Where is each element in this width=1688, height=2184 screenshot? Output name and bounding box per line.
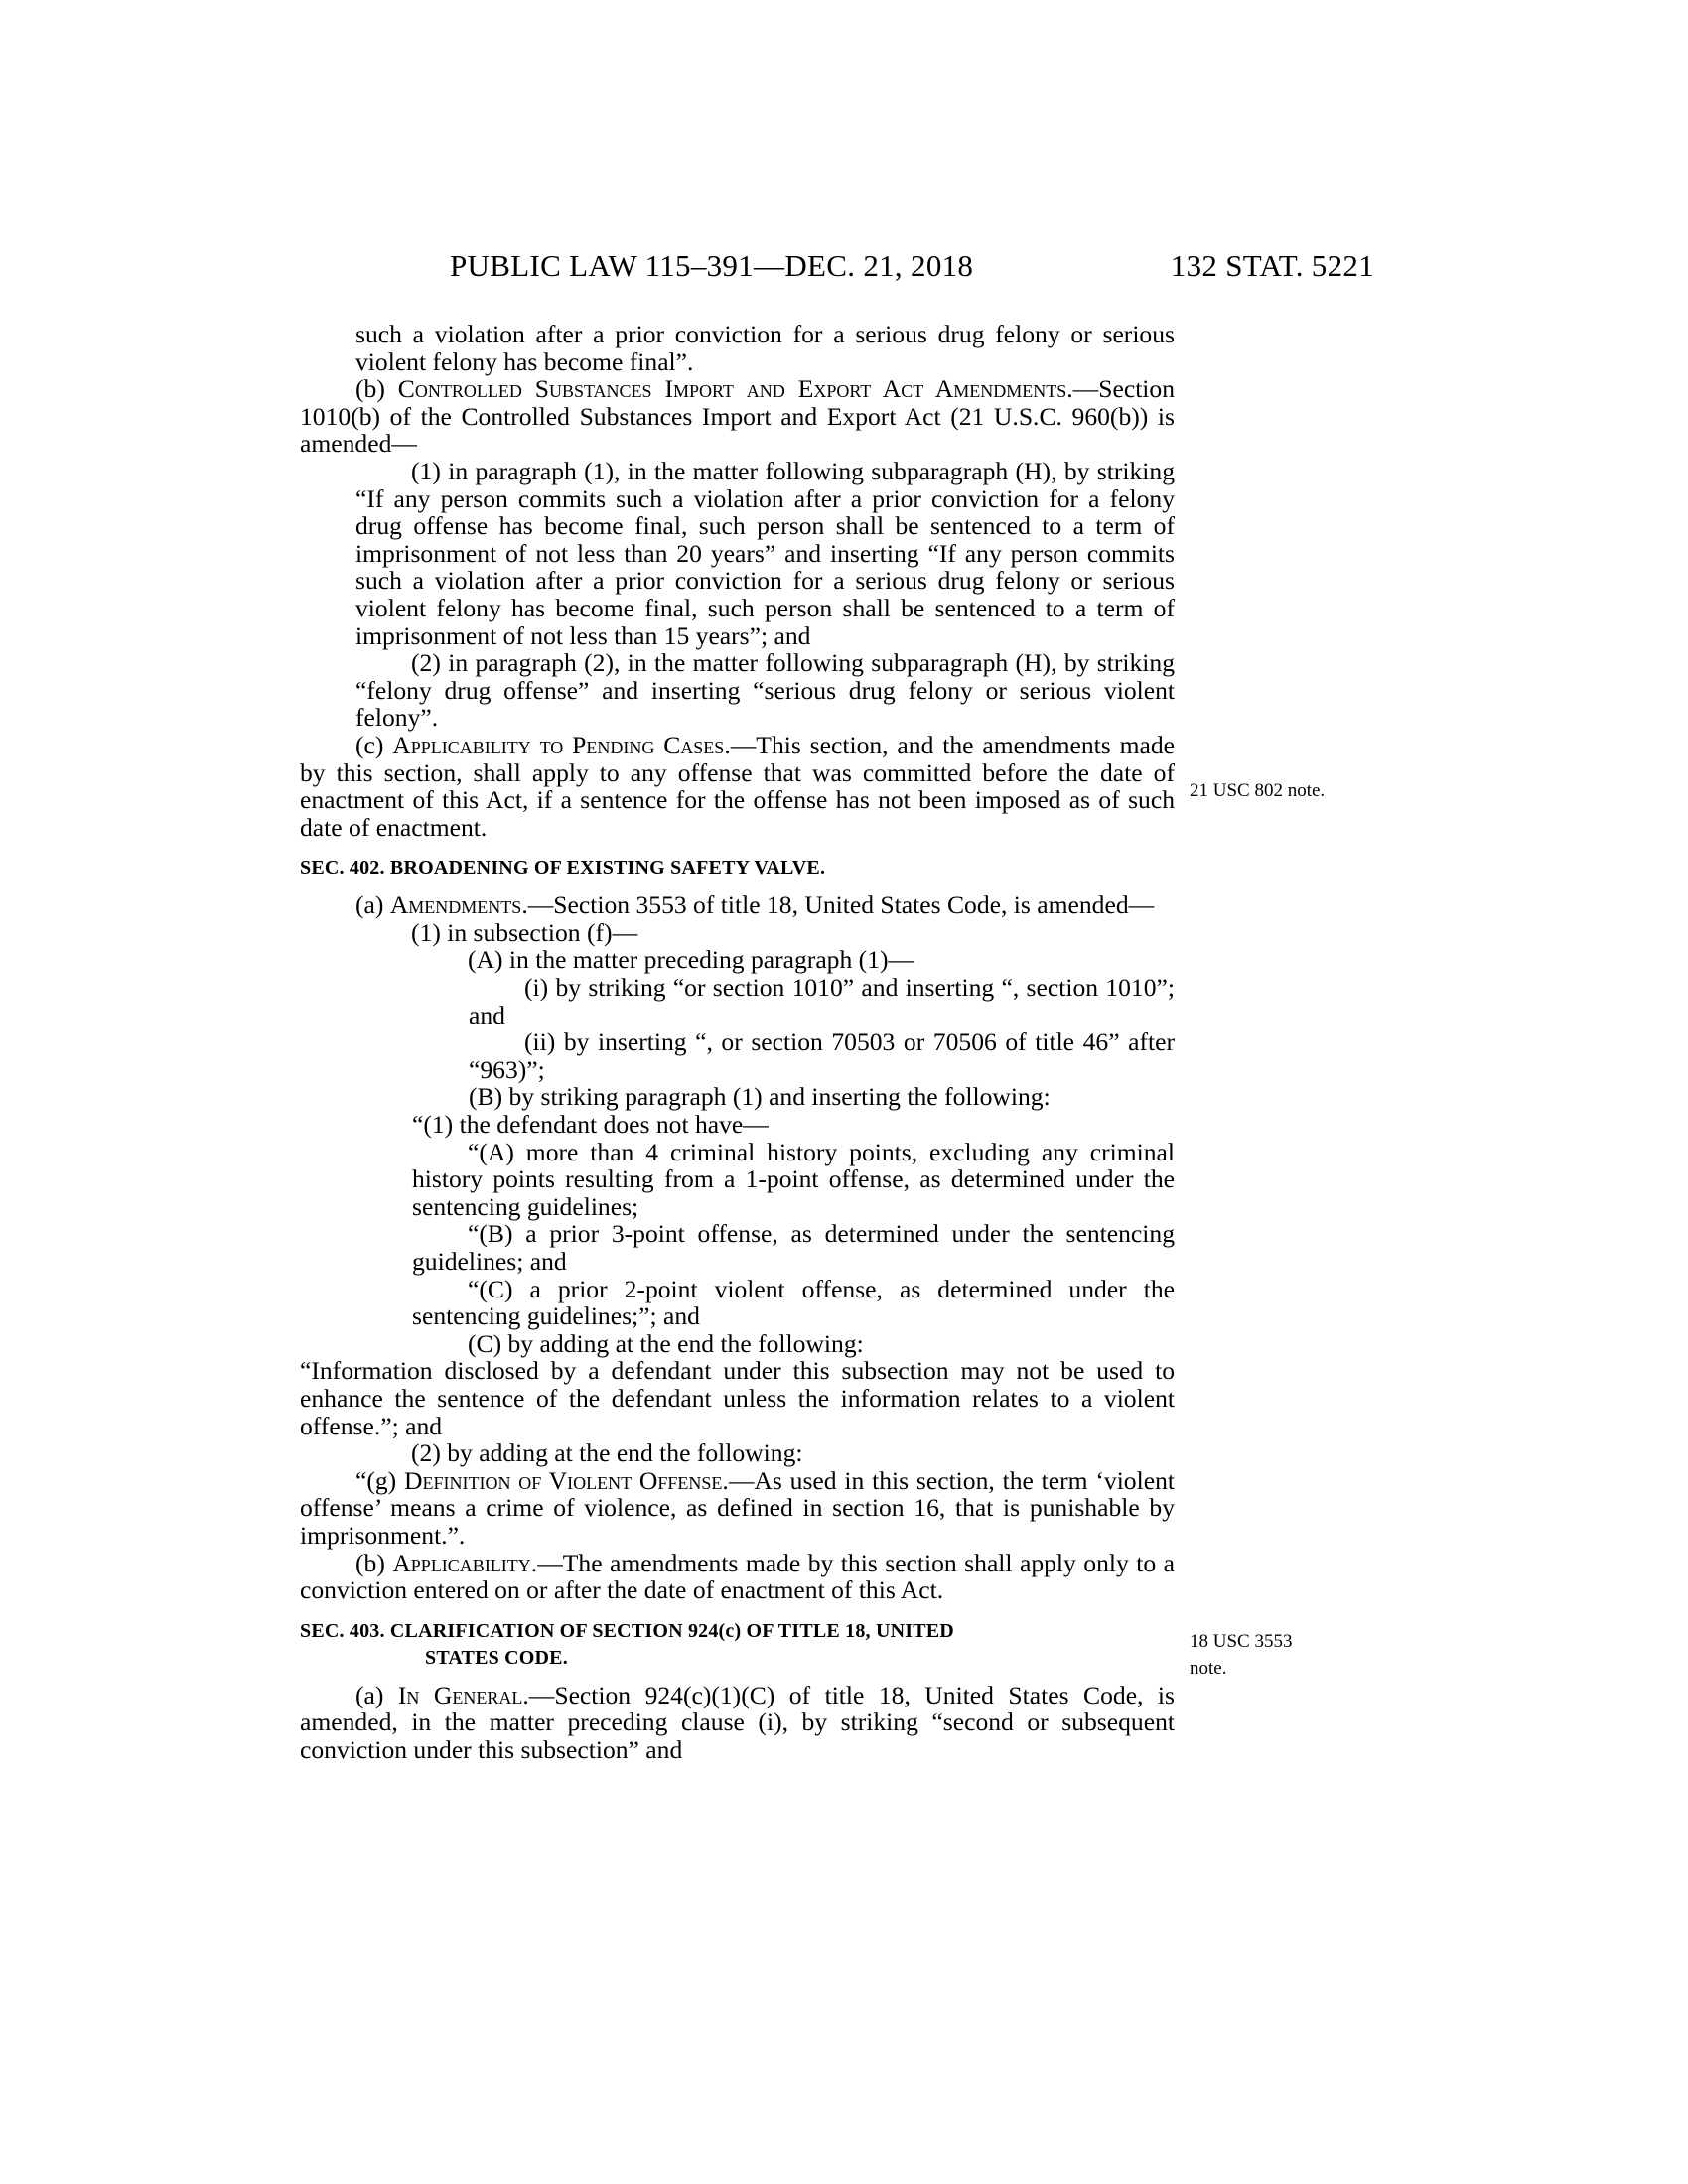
subsection-heading: Definition of Violent Offense bbox=[404, 1465, 723, 1495]
section-heading-403 bbox=[300, 1618, 1175, 1672]
statutes-at-large-page: 132 STAT. 5221 bbox=[1170, 248, 1374, 283]
subsection-b bbox=[300, 375, 1175, 458]
paragraph-2: (2) by adding at the end the following: bbox=[411, 1438, 803, 1468]
subsection-heading: Controlled Substances Import and Export Act Amendments bbox=[397, 374, 1067, 404]
subsection-heading: In General bbox=[397, 1680, 523, 1709]
subsection-label: (a) bbox=[355, 890, 390, 920]
subsection-label: (b) bbox=[355, 374, 398, 404]
subsection-label: (c) bbox=[355, 730, 393, 759]
subparagraph-b: (B) by striking paragraph (1) and inserting the following: bbox=[469, 1082, 1051, 1112]
page-header bbox=[450, 248, 1374, 288]
public-law-citation: PUBLIC LAW 115–391—DEC. 21, 2018 bbox=[450, 248, 974, 283]
quoted-paragraph-1: “(1) the defendant does not have— bbox=[412, 1110, 769, 1140]
subsection-b-applicability bbox=[300, 1550, 1175, 1604]
quoted-subparagraph-a: “(A) more than 4 criminal history points, excluding any criminal history points resulting from a 1-point offense, as determined under the sentencing guidelines; bbox=[412, 1137, 1175, 1221]
margin-note-18-usc-3553: 18 USC 3553 bbox=[1190, 1631, 1293, 1652]
clause-i: (i) by striking “or section 1010” and inserting “, section 1010”; and bbox=[469, 973, 1175, 1029]
margin-note-21-usc-802: 21 USC 802 note. bbox=[1190, 780, 1326, 801]
clause-ii: (ii) by inserting “, or section 70503 or 70506 of title 46” after “963)”; bbox=[469, 1027, 1175, 1084]
subsection-heading: Applicability bbox=[392, 1548, 531, 1577]
section-heading-line: STATES CODE. bbox=[425, 1646, 568, 1669]
subsection-c bbox=[300, 732, 1175, 841]
subsection-heading: Applicability to Pending Cases bbox=[392, 730, 725, 759]
margin-note-note: note. bbox=[1190, 1658, 1227, 1679]
paragraph-continuation: such a violation after a prior conviction for a serious drug felony or serious violent felony has become final”. bbox=[355, 320, 1175, 376]
subsection-text: .—As used in this section, the term ‘violent offense’ means a crime of violence, as defined in section 16, that is punishable by imprisonment.”. bbox=[300, 1465, 1175, 1550]
quoted-subsection-g bbox=[300, 1467, 1175, 1550]
subsection-text: .—Section 3553 of title 18, United States Code, is amended— bbox=[521, 890, 1155, 920]
paragraph-2: (2) in paragraph (2), in the matter following subparagraph (H), by striking “felony drug offense” and inserting “serious drug felony or serious violent felony”. bbox=[355, 648, 1175, 733]
subsection-text: .—Section 1010(b) of the Controlled Substances Import and Export Act (21 U.S.C. 960(b)) is amended— bbox=[300, 374, 1176, 459]
document-body bbox=[300, 321, 1175, 1764]
section-heading-line: SEC. 403. CLARIFICATION OF SECTION 924(c) OF TITLE 18, UNITED bbox=[300, 1619, 954, 1642]
paragraph-1: (1) in paragraph (1), in the matter following subparagraph (H), by striking “If any person commits such a violation after a prior conviction for a felony drug offense has become final, such person shall be sentenced to a term of imprisonment of not less than 20 years” and inserting “If any person commits such a violation after a prior conviction for a serious drug felony or serious violent felony has become final, such person shall be sentenced to a term of imprisonment of not less than 15 years”; and bbox=[355, 456, 1175, 650]
paragraph-1: (1) in subsection (f)— bbox=[411, 917, 638, 947]
quoted-subparagraph-b: “(B) a prior 3-point offense, as determined under the sentencing guidelines; and bbox=[412, 1219, 1175, 1276]
subsection-text: .—The amendments made by this section shall apply only to a conviction entered on or after the date of enactment of this Act. bbox=[300, 1548, 1175, 1605]
quoted-text: “Information disclosed by a defendant under this subsection may not be used to enhance the sentence of the defendant unless the information relates to a violent offense.”; and bbox=[300, 1356, 1175, 1440]
subsection-label: (b) bbox=[355, 1548, 393, 1577]
subsection-label: “(g) bbox=[355, 1465, 405, 1495]
subsection-text: .—Section 924(c)(1)(C) of title 18, United States Code, is amended, in the matter preceding clause (i), by striking “second or subsequent conviction under this subsection” and bbox=[300, 1680, 1175, 1764]
section-heading-402: SEC. 402. BROADENING OF EXISTING SAFETY VALVE. bbox=[300, 857, 826, 880]
subsection-label: (a) bbox=[355, 1680, 398, 1709]
subparagraph-c: (C) by adding at the end the following: bbox=[468, 1328, 864, 1358]
subsection-a-in-general bbox=[300, 1682, 1175, 1764]
subsection-text: .—This section, and the amendments made by this section, shall apply to any offense that was committed before the date of enactment of this Act, if a sentence for the offense has not been imposed as of such date of enactment. bbox=[300, 730, 1175, 842]
subsection-heading: Amendments bbox=[389, 890, 522, 920]
subparagraph-a: (A) in the matter preceding paragraph (1)— bbox=[468, 945, 914, 975]
quoted-subparagraph-c: “(C) a prior 2-point violent offense, as determined under the sentencing guidelines;”; and bbox=[412, 1274, 1175, 1331]
subsection-a bbox=[300, 891, 1175, 919]
